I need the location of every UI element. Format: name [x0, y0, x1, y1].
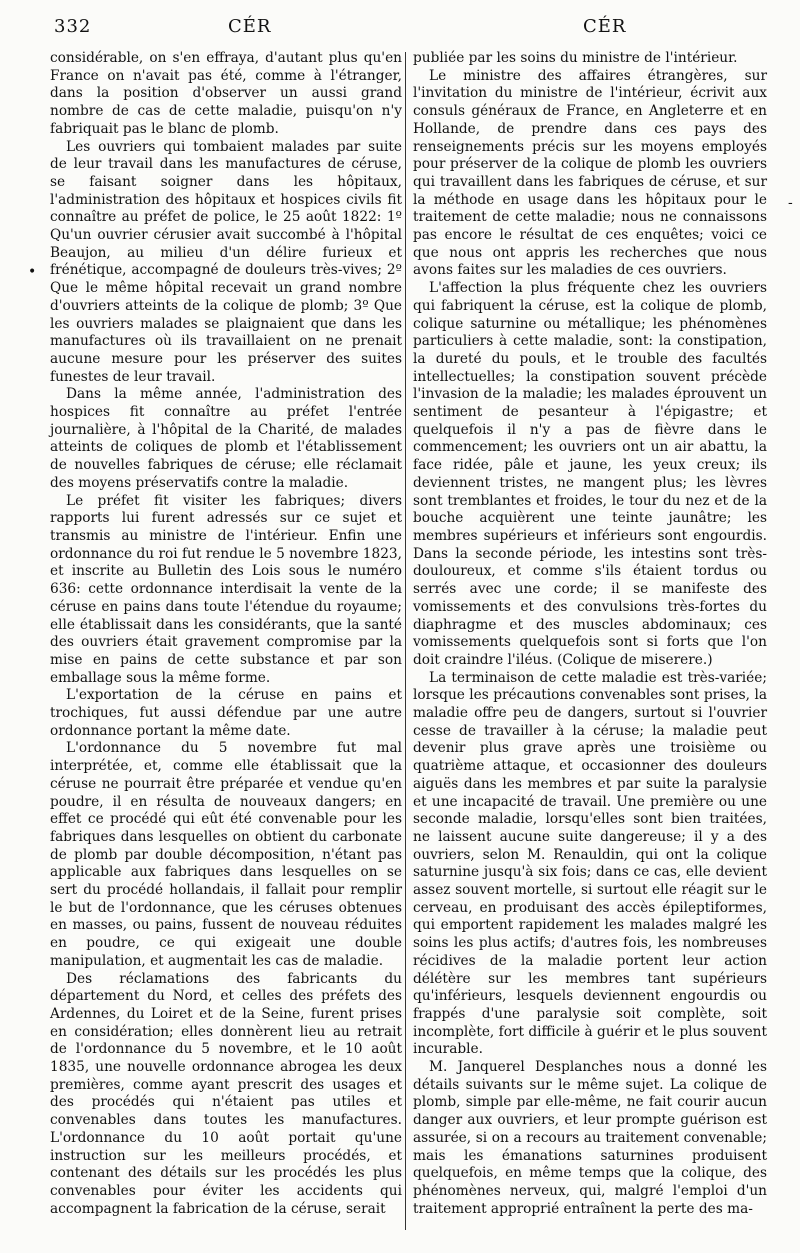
- left-column: [50, 50, 402, 1218]
- page-number: 332: [54, 16, 92, 37]
- running-head-left: CÉR: [228, 16, 272, 37]
- paragraph: Dans la même année, l'administration des hospices fit connaître au préfet l'entrée journalière, à l'hôpital de la Charité, de malades atteints de coliques de plomb et l'établissement de nouvelles fabriques de céruse; elle réclamait des moyens préservatifs contre la maladie.: [50, 386, 402, 491]
- paragraph: publiée par les soins du ministre de l'intérieur.: [413, 50, 738, 66]
- paragraph: La terminaison de cette maladie est très-variée; lorsque les précautions convenables sont prises, la maladie offre peu de dangers, surtout si l'ouvrier cesse de travailler à la céruse; la maladie peut devenir plus grave après une troisième ou quatrième attaque, et occasionner des douleurs aiguës dans les membres et par suite la paralysie et une incapacité de travail. Une première ou une seconde maladie, lorsqu'elles sont bien traitées, ne laissent aucune suite dangereuse; il y a des ouvriers, selon M. Renauldin, qui ont la colique saturnine jusqu'à six fois; dans ce cas, elle devient assez souvent mortelle, si surtout elle réagit sur le cerveau, en produisant des accès épileptiformes, qui emportent rapidement les malades malgré les soins les plus actifs; d'autres fois, les nombreuses récidives de la maladie portent leur action délétère sur les membres tant supérieurs qu'inférieurs, lesquels deviennent engourdis ou frappés d'une paralysie soit complète, soit incomplète, fort difficile à guérir et le plus souvent incurable.: [413, 669, 767, 1058]
- paragraph: Le préfet fit visiter les fabriques; divers rapports lui furent adressés sur ce sujet et transmis au ministre de l'intérieur. Enfin une ordonnance du roi fut rendue le 5 novembre 1823, et inscrite au Bulletin des Lois sous le numéro 636: cette ordonnance interdisait la vente de la céruse en pains dans toute l'étendue du royaume; elle établissait dans les considérants, que la santé des ouvriers était gravement compromise par la mise en pains de cette substance et par son emballage sous la même forme.: [50, 492, 402, 686]
- running-head-right: CÉR: [583, 16, 627, 37]
- paragraph: L'ordonnance du 5 novembre fut mal interprétée, et, comme elle établissait que la céruse ne pourrait être préparée et vendue qu'en poudre, il en résulta de nouveaux dangers; en effet ce procédé qui eût été convenable pour les fabriques dans lesquelles on obtient du carbonate de plomb par double décomposition, n'étant pas applicable aux fabriques dans lesquelles on se sert du procédé hollandais, il fallait pour remplir le but de l'ordonnance, que les céruses obtenues en masses, ou pains, fussent de nouveau réduites en poudre, ce qui exigeait une double manipulation, et augmentait les cas de maladie.: [50, 740, 402, 969]
- column-divider: [405, 52, 406, 1230]
- paragraph: L'exportation de la céruse en pains et trochiques, fut aussi défendue par une autre ordonnance portant la même date.: [50, 687, 402, 739]
- right-column: [413, 50, 767, 1218]
- paragraph: considérable, on s'en effraya, d'autant plus qu'en France on n'avait pas été, comme à l'étranger, dans la position d'observer un aussi grand nombre de cas de cette maladie, puisqu'on n'y fabriquait pas le blanc de plomb.: [50, 50, 402, 137]
- margin-mark-right: -: [788, 195, 793, 211]
- paragraph: Les ouvriers qui tombaient malades par suite de leur travail dans les manufactures de céruse, se faisant soigner dans les hôpitaux, l'administration des hôpitaux et hospices civils fit connaître au préfet de police, le 25 août 1822: 1º Qu'un ouvrier cérusier avait succombé à l'hôpital Beaujon, au milieu d'un délire furieux et frénétique, accompagné de douleurs très-vives; 2º Que le même hôpital recevait un grand nombre d'ouvriers atteints de la colique de plomb; 3º Que les ouvriers malades se plaignaient que dans les manufactures où ils travaillaient on ne prenait aucune mesure pour les préserver des suites funestes de leur travail.: [50, 138, 402, 385]
- paragraph: L'affection la plus fréquente chez les ouvriers qui fabriquent la céruse, est la colique de plomb, colique saturnine ou métallique; les phénomènes particuliers à cette maladie, sont: la constipation, la dureté du pouls, et le trouble des facultés intellectuelles; la constipation souvent précède l'invasion de la maladie; les malades éprouvent un sentiment de pesanteur à l'épigastre; et quelquefois il n'y a pas de fièvre dans le commencement; les ouvriers ont un air abattu, la face ridée, pâle et jaune, les yeux creux; ils deviennent tristes, ne mangent plus; les lèvres sont tremblantes et froides, le tour du nez et de la bouche acquièrent une teinte jaunâtre; les membres supérieurs et inférieurs sont engourdis. Dans la seconde période, les intestins sont très-douloureux, et comme s'ils étaient tordus ou serrés avec une corde; il se manifeste des vomissements et des convulsions très-fortes du diaphragme et des muscles abdominaux; ces vomissements quelquefois sont si forts que l'on doit craindre l'iléus. (Colique de miserere.): [413, 280, 767, 668]
- paragraph: M. Janquerel Desplanches nous a donné les détails suivants sur le même sujet. La colique de plomb, simple par elle-même, ne fait courir aucun danger aux ouvriers, et leur prompte guérison est assurée, si on a recours au traitement convenable; mais les émanations saturnines produisent quelquefois, en même temps que la colique, des phénomènes nerveux, qui, malgré l'emploi d'un traitement approprié entraînent la perte des ma-: [413, 1059, 767, 1217]
- paragraph: Le ministre des affaires étrangères, sur l'invitation du ministre de l'intérieur, écrivit aux consuls généraux de France, en Angleterre et en Hollande, de prendre dans ces pays des renseignements précis sur les moyens employés pour préserver de la colique de plomb les ouvriers qui travaillent dans les fabriques de céruse, et sur la méthode en usage dans les hôpitaux pour le traitement de cette maladie; nous ne connaissons pas encore le résultat de ces enquêtes; voici ce que nous ont appris les recherches que nous avons faites sur les maladies de ces ouvriers.: [413, 67, 767, 279]
- paragraph: Des réclamations des fabricants du département du Nord, et celles des préfets des Ardennes, du Loiret et de la Seine, furent prises en considération; elles donnèrent lieu au retrait de l'ordonnance du 5 novembre, et le 10 août 1835, une nouvelle ordonnance abrogea les deux premières, comme ayant prescrit des usages et des procédés qui n'étaient pas utiles et convenables dans toutes les manufactures. L'ordonnance du 10 août portait qu'une instruction sur les meilleurs procédés, et contenant des détails sur les procédés les plus convenables pour éviter les accidents qui accompagnent la fabrication de la céruse, serait: [50, 970, 402, 1217]
- margin-mark-left: •: [28, 264, 37, 280]
